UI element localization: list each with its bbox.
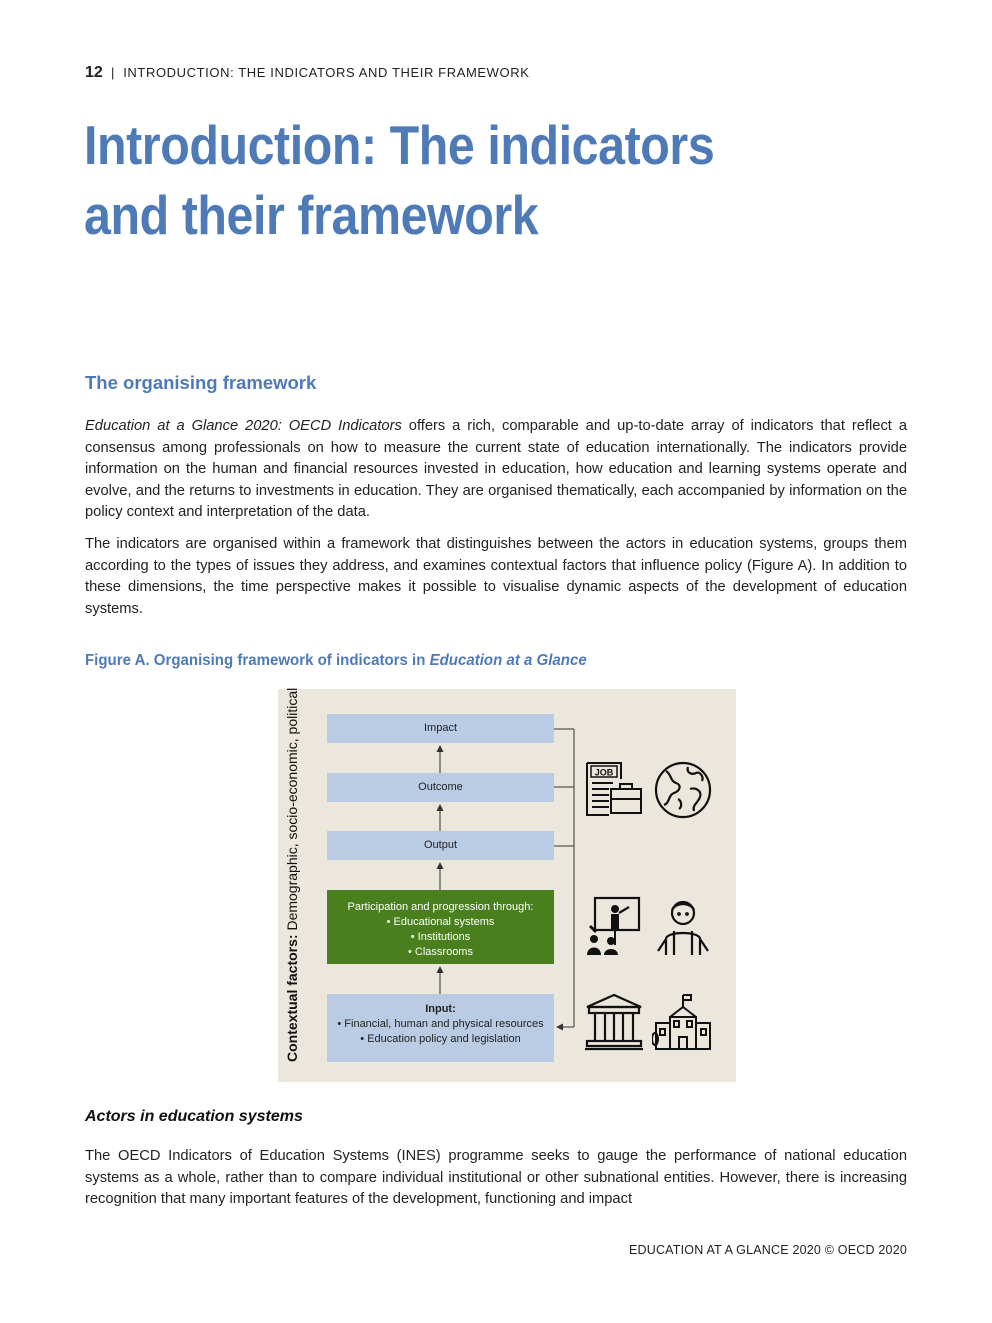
student-icon — [652, 895, 714, 957]
page-number: 12 — [85, 64, 103, 81]
running-header — [85, 64, 530, 82]
input-item: • Education policy and legislation — [360, 1033, 521, 1045]
participation-item: • Institutions — [410, 931, 471, 943]
running-title: INTRODUCTION: THE INDICATORS AND THEIR FRAMEWORK — [123, 65, 530, 80]
impact-box: Impact — [327, 714, 554, 743]
contextual-factors-rest: Demographic, socio-economic, political — [284, 687, 300, 935]
participation-box — [327, 890, 554, 964]
school-building-icon — [652, 991, 714, 1053]
section-heading: The organising framework — [85, 372, 317, 393]
header-separator: | — [111, 65, 115, 80]
contextual-factors-bold: Contextual factors: — [284, 934, 300, 1062]
paragraph-1-text: offers a rich, comparable and up-to-date array of indicators that reflect a consensus among professionals on how to measure the current state of education internationally. The indicators provide information on the human and financial resources invested in education, how education and learning systems operate and evolve, and the returns to investments in education. They are organised thematically, each accompanied by information on the policy context and interpretation of the data. — [85, 418, 907, 520]
input-item: • Financial, human and physical resources — [337, 1018, 544, 1030]
output-box: Output — [327, 831, 554, 860]
input-title: Input: — [425, 1003, 456, 1015]
page-title: Introduction: The indicators and their framework — [84, 114, 715, 246]
figure-caption-prefix: Figure A. Organising framework of indicators in — [85, 652, 430, 669]
contextual-factors-label — [282, 687, 302, 1062]
paragraph-1 — [85, 416, 907, 524]
job-newspaper-briefcase-icon — [583, 759, 645, 821]
participation-item: • Classrooms — [408, 946, 473, 958]
outcome-box: Outcome — [327, 773, 554, 802]
participation-item: • Educational systems — [386, 916, 495, 928]
teacher-classroom-icon — [583, 895, 645, 957]
page-footer: EDUCATION AT A GLANCE 2020 © OECD 2020 — [628, 1243, 907, 1257]
figure-caption — [85, 652, 587, 670]
paragraph-3: The OECD Indicators of Education Systems (INES) programme seeks to gauge the performance of national education systems as a whole, rather than to compare individual institutional or other subnational entities. However, there is increasing recognition that many important features of the development, functioning and impact — [85, 1148, 907, 1207]
actors-heading: Actors in education systems — [85, 1108, 303, 1125]
publication-title: Education at a Glance 2020: OECD Indicators — [85, 418, 402, 434]
participation-title: Participation and progression through: — [347, 901, 534, 913]
globe-icon — [652, 759, 714, 821]
paragraph-2: The indicators are organised within a framework that distinguishes between the actors in education systems, groups them according to the types of issues they address, and examines contextual factors that influence policy (Figure A). In addition to these dimensions, the time perspective makes it possible to visualise dynamic aspects of the development of education systems. — [85, 536, 907, 617]
figure-caption-title: Education at a Glance — [429, 652, 587, 669]
input-box — [327, 994, 554, 1062]
framework-figure — [278, 689, 736, 1082]
job-label: JOB — [594, 767, 614, 778]
government-building-icon — [583, 991, 645, 1053]
feedback-loop — [554, 729, 574, 1027]
